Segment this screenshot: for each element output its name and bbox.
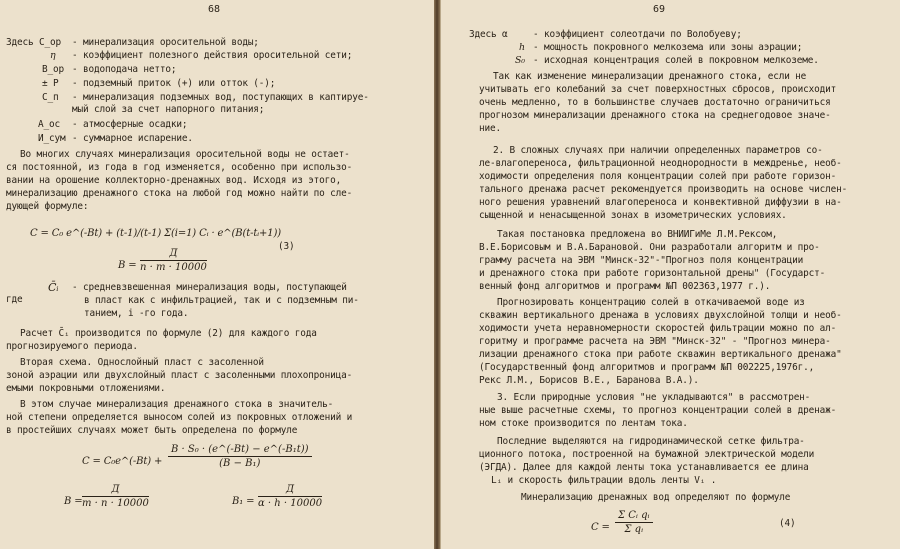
text-line: В.Е.Борисовым и В.А.Барановой. Они разработали алгоритм и про- [479, 242, 820, 253]
def-text: - минерализация подземных вод, поступающих в каптируе- [72, 92, 369, 103]
formula-c-prefix: C = C₀e^(-Bt) + [82, 456, 163, 467]
fraction-denominator: m · n · 10000 [82, 498, 149, 509]
def-symbol: h [519, 42, 525, 53]
text-line: танием, i -го года. [84, 308, 189, 319]
text-line: ные выше расчетные схемы, то прогноз концентрации солей в дренаж- [479, 405, 837, 416]
formula-4-fraction [615, 510, 653, 535]
def-text: - исходная концентрация солей в покровном мелкоземе. [533, 55, 819, 66]
text-line: Минерализацию дренажных вод определяют по формуле [521, 492, 791, 503]
text-line: ходимости учета неравномерности скоростей фильтрации можно по ал- [479, 323, 837, 334]
def-text: - водоподача нетто; [72, 64, 177, 75]
fraction-numerator: Д [258, 484, 322, 497]
text-line: прогнозируемого периода. [6, 341, 138, 352]
text-line: в простейших случаях может быть определена по формуле [6, 425, 298, 436]
fraction-numerator: Д [82, 484, 149, 497]
fraction-numerator: Σ Cᵢ qᵢ [615, 510, 653, 523]
page-number-right: 69 [653, 4, 666, 15]
text-line: в пласт как с инфильтрацией, так и с подземным пи- [84, 295, 359, 306]
text-line: грамму расчета на ЭВМ "Минск-32"-"Прогноз поля концентрации [479, 255, 804, 266]
text-line: Lᵢ и скорость фильтрации вдоль ленты Vᵢ . [491, 475, 717, 486]
text-line: ной степени определяется выносом солей из покровных отложений и [6, 412, 353, 423]
text-line: учитывать его колебаний за счет поверхностных сбросов, происходит [479, 84, 837, 95]
def-symbol: S₀ [515, 55, 525, 66]
text-line: Во многих случаях минерализация оросительной воды не остает- [20, 149, 350, 160]
text-line: тального дренажа расчет рекомендуется производить на основе числен- [479, 184, 848, 195]
fraction-denominator: (B − B₁) [219, 458, 261, 469]
formula-3-b-fraction [140, 248, 207, 273]
formula-3-main: C = C₀ e^(-Bt) + (t-1)/(t-1) Σ(i=1) Cᵢ · e^(B(t-tᵢ+1)) [30, 228, 281, 239]
page-number-left: 68 [208, 4, 221, 15]
text-line: (ЭГДА). Далее для каждой ленты тока устанавливается ее длина [479, 462, 809, 473]
fraction-numerator: Д [140, 248, 207, 261]
equation-label: (3) [278, 241, 295, 252]
text-line: 2. В сложных случаях при наличии определенных параметров со- [493, 145, 823, 156]
def-symbol: Здесь C_ор [6, 37, 61, 48]
formula-3-b-prefix: B = [118, 260, 137, 271]
text-line: сыщенной и ненасыщенной зонах в изометрических условиях. [479, 210, 787, 221]
text-line: Расчет C̄ᵢ производится по формуле (2) для каждого года [20, 328, 317, 339]
formula-b1-fraction [258, 484, 322, 509]
fraction-denominator: n · m · 10000 [140, 262, 207, 273]
def-text: - коэффициент полезного действия оросительной сети; [72, 50, 353, 61]
def-text: - минерализация оросительной воды; [72, 37, 259, 48]
text-line: В этом случае минерализация дренажного стока в значитель- [20, 399, 334, 410]
def-symbol: η [50, 50, 56, 61]
def-symbol: И_сум [38, 133, 66, 144]
text-line: Прогнозировать концентрацию солей в откачиваемой воде из [497, 297, 805, 308]
def-symbol: ± Р [42, 78, 59, 89]
text-line: горитму и программе расчета на ЭВМ "Минск-32" - "Прогноз минера- [479, 336, 831, 347]
text-line: ного решения уравнений влагопереноса и конвективной диффузии в на- [479, 197, 842, 208]
text-line: ле-влагопереноса, фильтрационной неоднородности в междренье, необ- [479, 158, 842, 169]
text-line: дующей формуле: [6, 201, 89, 212]
text-line: ние. [479, 123, 501, 134]
text-line: - средневзвешенная минерализация воды, поступающей [72, 282, 347, 293]
text-line: Так как изменение минерализации дренажного стока, если не [493, 71, 807, 82]
text-line: лизации дренажного стока при работе скважин вертикального дренажа" [479, 349, 842, 360]
text-line: вании на орошение коллекторно-дренажных вод. Исходя из этого, [6, 175, 342, 186]
fraction-denominator: Σ qᵢ [624, 524, 644, 535]
text-line: ходимости определения поля концентрации солей при работе горизон- [479, 171, 837, 182]
text-line: Вторая схема. Однослойный пласт с засоленной [20, 357, 264, 368]
def-symbol: Здесь α [469, 29, 508, 40]
def-text: - атмосферные осадки; [72, 119, 188, 130]
where-label: где [6, 294, 23, 305]
text-line: Такая постановка предложена во ВНИИГиМе Л.М.Рексом, [497, 229, 778, 240]
text-line: ционного потока, построенной на бумажной электрической модели [479, 449, 815, 460]
text-line: очень медленно, то в большинстве случаев достаточно ограничиться [479, 97, 831, 108]
text-line: минерализацию дренажного стока на любой год можно найти по сле- [6, 188, 353, 199]
text-line: скважин вертикального дренажа в условиях двухслойной толщи и необ- [479, 310, 842, 321]
def-text: - подземный приток (+) или отток (-); [72, 78, 276, 89]
def-text: - мощность покровного мелкозема или зоны аэрации; [533, 42, 803, 53]
fraction-numerator: B · S₀ · (e^(-Bt) − e^(-B₁t)) [168, 444, 312, 457]
text-line: прогнозом минерализации дренажного стока на среднегодовое значе- [479, 110, 831, 121]
fraction-denominator: α · h · 10000 [258, 498, 323, 509]
def-text: мый слой за счет напорного питания; [72, 104, 265, 115]
formula-b1-prefix: B₁ = [232, 496, 255, 507]
def-text: - коэффициент солеотдачи по Волобуеву; [533, 29, 742, 40]
formula-b-fraction [82, 484, 149, 509]
text-line: ся постоянной, из года в год изменяется, особенно при использо- [6, 162, 353, 173]
text-line: ном стоке производится по лентам тока. [479, 418, 688, 429]
text-line: Рекс Л.М., Борисов В.Е., Баранова В.А.). [479, 375, 699, 386]
text-line: (Государственный фонд алгоритмов и программ №П 002225,1976г., [479, 362, 815, 373]
right-page [440, 0, 900, 549]
left-page [0, 0, 435, 549]
equation-label: (4) [779, 518, 796, 529]
def-text: - суммарное испарение. [72, 133, 193, 144]
def-symbol: В_ор [42, 64, 64, 75]
text-line: 3. Если природные условия "не укладываются" в рассмотрен- [497, 392, 811, 403]
formula-c-fraction [168, 444, 312, 469]
text-line: емыми покровными отложениями. [6, 383, 166, 394]
text-line: венный фонд алгоритмов и программ №П 002363,1977 г.). [479, 281, 771, 292]
formula-b-prefix: B = [64, 496, 83, 507]
formula-4-prefix: C = [591, 522, 610, 533]
text-line: и дренажного стока при работе горизонтальной дрены" (Государст- [479, 268, 826, 279]
text-line: зоной аэрации или двухслойный пласт с засоленными плохопроница- [6, 370, 353, 381]
ci-symbol: C̄ᵢ [48, 281, 59, 294]
def-symbol: С_п [42, 92, 59, 103]
text-line: Последние выделяются на гидродинамической сетке фильтра- [497, 436, 805, 447]
def-symbol: А_ос [38, 119, 60, 130]
